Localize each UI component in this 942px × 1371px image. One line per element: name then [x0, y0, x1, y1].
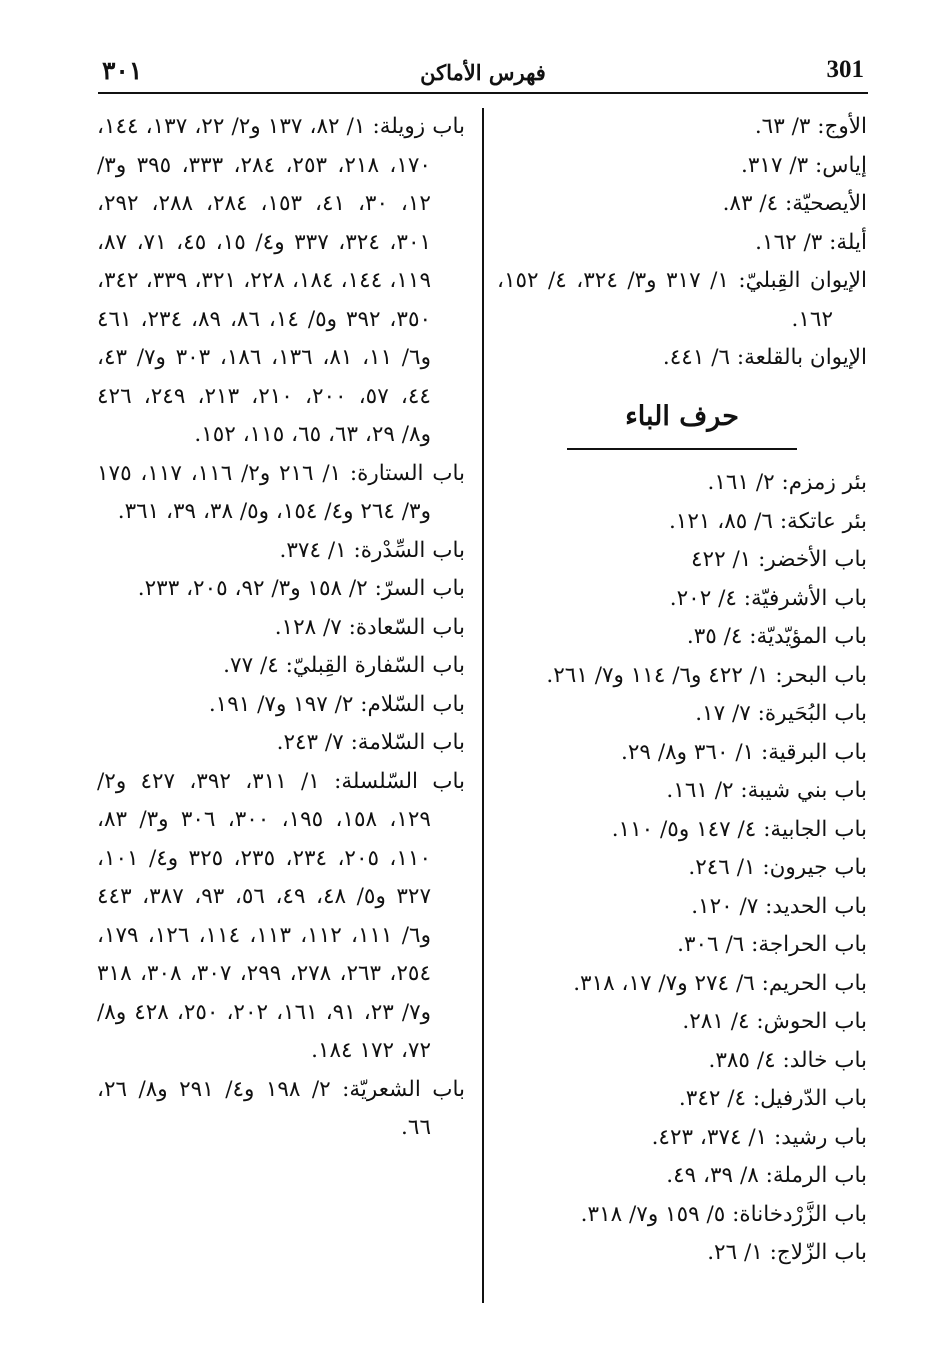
index-entry: باب الزّلاج: ١/ ٢٦. [707, 1240, 867, 1265]
index-entry: باب الزَّرْدخاناة: ٥/ ١٥٩ و٧/ ٣١٨. [580, 1201, 867, 1227]
index-entry: باب الجابية: ٤/ ١٤٧ و٥/ ١١٠. [611, 816, 867, 842]
index-entry: باب السّعادة: ٧/ ١٢٨. [274, 614, 465, 640]
index-entry: باب البحر: ١/ ٤٢٢ و٦/ ١١٤ و٧/ ٢٦١. [546, 662, 867, 688]
index-entry: أيلة: ٣/ ١٦٢. [755, 229, 867, 255]
index-entry: الإيوان بالقلعة: ٦/ ٤٤١. [662, 345, 867, 370]
index-entry: باب بني شيبة: ٢/ ١٦١. [666, 778, 867, 803]
right-column [497, 108, 867, 1273]
page-number-arabic: ٣٠١ [102, 56, 143, 85]
index-entry: باب الدّرفيل: ٤/ ٣٤٢. [678, 1086, 867, 1111]
index-entry: باب رشيد: ١/ ٣٧٤، ٤٢٣. [651, 1124, 867, 1150]
index-entry: باب السّلسلة: ١/ ٣١١، ٣٩٢، ٤٢٧ و٢/ ١٢٩، ١٥٨، ١٩٥، ٣٠٠، ٣٠٦ و٣/ ٨٣، ١١٠، ٢٠٥، ٢٣٤، ٢٣٥، ٣٢٥ و٤/ ١٠١، ٣٢٧ و٥/ ٤٨، ٤٩، ٥٦، ٩٣، ٣٨٧، ٤٤٣ و٦/ ١١١، ١١٢، ١١٣، ١١٤، ١٢٦، ١٧٩، ٢٥٤، ٢٦٣، ٢٧٨، ٢٩٩، ٣٠٧، ٣٠٨، ٣١٨ و٧/ ٢٣، ٩١، ١٦١، ٢٠٢، ٢٥٠، ٤٢٨ و٨/ ٧٢، ١٧٢ ١٨٤. [97, 768, 466, 1063]
section-rule [567, 448, 797, 450]
page-header [98, 56, 868, 94]
index-entry: الإيوان القِبليّ: ١/ ٣١٧ و٣/ ٣٢٤، ٤/ ١٥٢، ١٦٢. [497, 268, 868, 332]
index-entry: باب السرّ: ٢/ ١٥٨ و٣/ ٩٢، ٢٠٥، ٢٣٣. [137, 576, 465, 601]
column-divider [482, 108, 484, 1303]
index-entry: باب الأشرفيّة: ٤/ ٢٠٢. [669, 585, 867, 611]
index-entry: الأيصحيّة: ٤/ ٨٣. [722, 191, 867, 216]
page-number-latin: 301 [826, 56, 864, 83]
section-heading: حرف الباء [625, 400, 739, 432]
index-entry: باب الحديد: ٧/ ١٢٠. [691, 893, 867, 919]
index-entry: باب الحوش: ٤/ ٢٨١. [682, 1009, 867, 1034]
index-entry: باب المؤيّديّة: ٤/ ٣٥. [686, 624, 867, 649]
index-entry: باب السّلام: ٢/ ١٩٧ و٧/ ١٩١. [208, 691, 465, 717]
index-entry: باب السّفارة القِبليّ: ٤/ ٧٧. [223, 653, 465, 678]
index-entry: باب الأخضر: ١/ ٤٢٢ [690, 547, 867, 572]
index-entry: باب جيرون: ١/ ٢٤٦. [688, 855, 867, 880]
index-entry: باب خالد: ٤/ ٣٨٥. [708, 1047, 867, 1073]
index-entry: باب السّلامة: ٧/ ٢٤٣. [276, 730, 465, 755]
index-entry: باب الستارة: ١/ ٢١٦ و٢/ ١١٦، ١١٧، ١٧٥ و٣/ ٢٦٤ و٤/ ١٥٤، و٥/ ٣٨، ٣٩، ٣٦١. [97, 460, 465, 524]
index-entry: باب السِّدْرة: ١/ ٣٧٤. [279, 537, 465, 563]
index-entry: باب الشعريّة: ٢/ ١٩٨ و٤/ ٢٩١ و٨/ ٢٦، ٦٦. [97, 1076, 466, 1140]
index-entry: باب الحريم: ٦/ ٢٧٤ و٧/ ١٧، ٣١٨. [573, 970, 867, 996]
index-entry: بئر زمزم: ٢/ ١٦١. [707, 470, 867, 495]
index-entry: بئر عاتكة: ٦/ ٨٥، ١٢١. [668, 508, 867, 534]
index-entry: باب البُحَيرة: ٧/ ١٧. [695, 701, 867, 726]
left-column [97, 108, 465, 1148]
index-entry: الأوج: ٣/ ٦٣. [754, 114, 867, 139]
index-entry: باب الحراجة: ٦/ ٣٠٦. [677, 932, 867, 957]
running-title: فهرس الأماكن [420, 60, 546, 85]
index-entry: إياس: ٣/ ٣١٧. [741, 152, 867, 178]
index-entry: باب الرملة: ٨/ ٣٩، ٤٩. [666, 1163, 867, 1188]
index-entry: باب البرقية: ١/ ٣٦٠ و٨/ ٢٩. [621, 739, 867, 765]
index-entry: باب زويلة: ١/ ٨٢، ١٣٧ و٢/ ٢٢، ١٣٧، ١٤٤، ١٧٠، ٢١٨، ٢٥٣، ٢٨٤، ٣٣٣، ٣٩٥ و٣/ ١٢، ٣٠، ٤١، ١٥٣، ٢٨٤، ٢٨٨، ٢٩٢، ٣٠١، ٣٢٤، ٣٣٧ و٤/ ١٥، ٤٥، ٧١، ٨٧، ١١٩، ١٤٤، ١٨٤، ٢٢٨، ٣٢١، ٣٣٩، ٣٤٢، ٣٥٠، ٣٩٢ و٥/ ١٤، ٨٦، ٨٩، ٢٣٤، ٤٦١ و٦/ ١١، ٨١، ١٣٦، ١٨٦، ٣٠٣ و٧/ ٤٣، ٤٤، ٥٧، ٢٠٠، ٢١٠، ٢١٣، ٢٤٩، ٤٢٦ و٨/ ٢٩، ٦٣، ٦٥، ١١٥، ١٥٢. [97, 114, 465, 447]
